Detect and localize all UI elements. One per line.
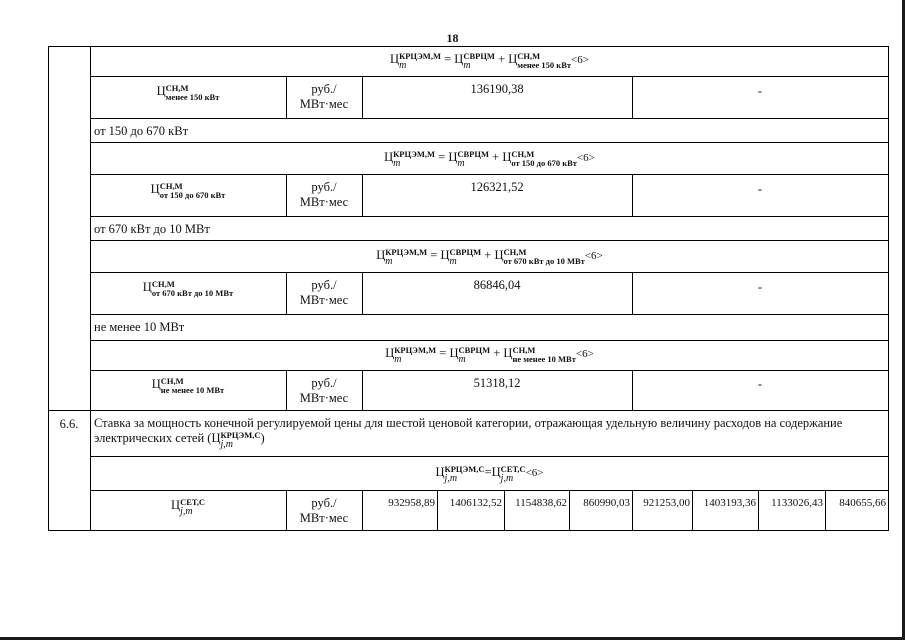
param-symbol: Ц СН,М от 150 до 670 кВт xyxy=(150,181,226,200)
tariff-value: 126321,52 xyxy=(470,180,524,194)
rule xyxy=(90,456,889,457)
empty-dash: - xyxy=(757,182,763,196)
tariff-value: 1154838,62 xyxy=(515,497,567,509)
rule xyxy=(90,272,889,273)
category-label: от 150 до 670 кВт xyxy=(94,124,189,138)
section-number: 6.6. xyxy=(59,417,79,431)
tariff-value: 136190,38 xyxy=(470,82,524,96)
formula-row: Ц КРЦЭМ,М m = Ц СВРЦМ m + Ц СН,М менее 150 кВт <6> xyxy=(390,51,589,71)
rule xyxy=(48,46,49,531)
rule xyxy=(90,174,889,175)
rule xyxy=(90,340,889,341)
section-description: Ставка за мощность конечной регулируемой цены для шестой ценовой категории, отражающая удельную величину расходов на содержание электрических сетей (Ц КРЦЭМ,С j,m ) xyxy=(94,416,843,450)
param-symbol: Ц СЕТ,С j,m xyxy=(171,497,205,517)
param-symbol: Ц СН,М не менее 10 МВт xyxy=(151,376,225,395)
unit-cell: руб./ МВт·мес xyxy=(299,82,349,111)
tariff-table xyxy=(48,46,889,531)
category-label: не менее 10 МВт xyxy=(94,320,185,334)
unit-cell: руб./ МВт·мес xyxy=(299,278,349,307)
tariff-value: 51318,12 xyxy=(473,376,521,390)
tariff-value: 860990,03 xyxy=(583,497,630,509)
rule xyxy=(90,76,889,77)
rule xyxy=(48,410,889,411)
rule xyxy=(48,46,889,47)
empty-dash: - xyxy=(757,280,763,294)
category-label: от 670 кВт до 10 МВт xyxy=(94,222,210,236)
formula-row: Ц КРЦЭМ,С j,m =Ц СЕТ,С j,m <6> xyxy=(435,464,544,484)
rule xyxy=(48,530,889,531)
param-symbol: Ц СН,М от 670 кВт до 10 МВт xyxy=(142,279,234,298)
rule xyxy=(90,370,889,371)
empty-dash: - xyxy=(757,377,763,391)
empty-dash: - xyxy=(757,84,763,98)
formula-row: Ц КРЦЭМ,М m = Ц СВРЦМ m + Ц СН,М от 150 до 670 кВт <6> xyxy=(384,149,595,169)
rule xyxy=(90,142,889,143)
tariff-value: 921253,00 xyxy=(643,497,690,509)
rule xyxy=(90,490,889,491)
rule xyxy=(90,314,889,315)
unit-cell: руб./ МВт·мес xyxy=(299,376,349,405)
tariff-value: 1403193,36 xyxy=(703,497,756,509)
tariff-value: 86846,04 xyxy=(473,278,521,292)
rule xyxy=(90,118,889,119)
rule xyxy=(888,46,889,531)
rule xyxy=(90,216,889,217)
formula-row: Ц КРЦЭМ,М m = Ц СВРЦМ m + Ц СН,М от 670 кВт до 10 МВт <6> xyxy=(376,247,603,267)
param-symbol: Ц СН,М менее 150 кВт xyxy=(156,83,220,102)
tariff-value: 840655,66 xyxy=(839,497,886,509)
tariff-value: 932958,89 xyxy=(388,497,435,509)
unit-cell: руб./ МВт·мес xyxy=(299,496,349,525)
tariff-value: 1406132,52 xyxy=(449,497,502,509)
formula-row: Ц КРЦЭМ,М m = Ц СВРЦМ m + Ц СН,М не менее 10 МВт <6> xyxy=(385,345,594,365)
rule xyxy=(90,240,889,241)
unit-cell: руб./ МВт·мес xyxy=(299,180,349,209)
page-number: 18 xyxy=(446,31,459,45)
tariff-value: 1133026,43 xyxy=(771,497,823,509)
